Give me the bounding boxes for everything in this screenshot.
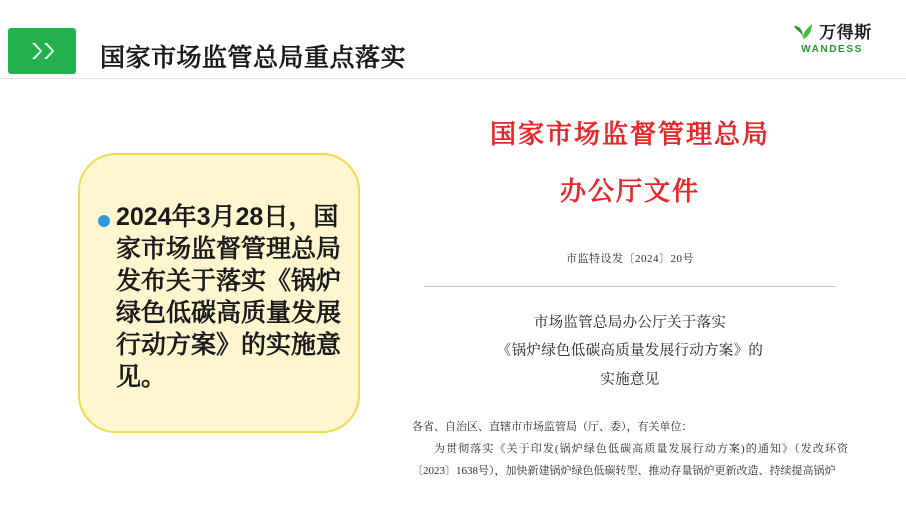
document-divider [424,286,836,287]
document-recipients: 各省、自治区、直辖市市场监管局（厅、委），有关单位： [412,420,693,433]
document-paragraph-1: 为贯彻落实《关于印发(锅炉绿色低碳高质量发展行动方案)的通知》（发改环资〔2023〕1638号），加快新建锅炉绿色低碳转型、推动存量锅炉更新改造、持续提高锅炉 [412,442,848,477]
page-title: 国家市场监管总局重点落实 [100,44,407,72]
document-subject-line1: 市场监管总局办公厅关于落实 [533,315,727,331]
document-number: 市监特设发〔2024〕20号 [566,253,694,265]
document-title-line1: 国家市场监督管理总局 [489,120,770,149]
bullet-dot-icon [98,215,110,227]
callout-card [78,153,360,433]
document-subject-line3: 实施意见 [600,371,660,388]
wandess-leaf-icon [792,20,814,40]
header-divider [0,78,906,79]
callout-text: 2024年3月28日，国家市场监督管理总局发布关于落实《锅炉绿色低碳高质量发展行动方案》的实施意见。 [116,203,342,391]
document-preview [380,96,880,496]
document-title-line2: 办公厅文件 [559,177,700,206]
logo-name-cn: 万得斯 [819,22,872,42]
document-subject [380,309,880,394]
document-body [380,416,880,482]
slide-header [0,16,906,72]
header-badge [8,28,76,74]
double-chevron-right-icon [31,42,54,60]
callout-body [98,201,350,393]
document-subject-line2: 《锅炉绿色低碳高质量发展行动方案》的 [496,343,764,360]
logo-name-en: WANDESS [801,43,863,55]
brand-logo [772,14,892,58]
logo-top-row [792,18,872,43]
